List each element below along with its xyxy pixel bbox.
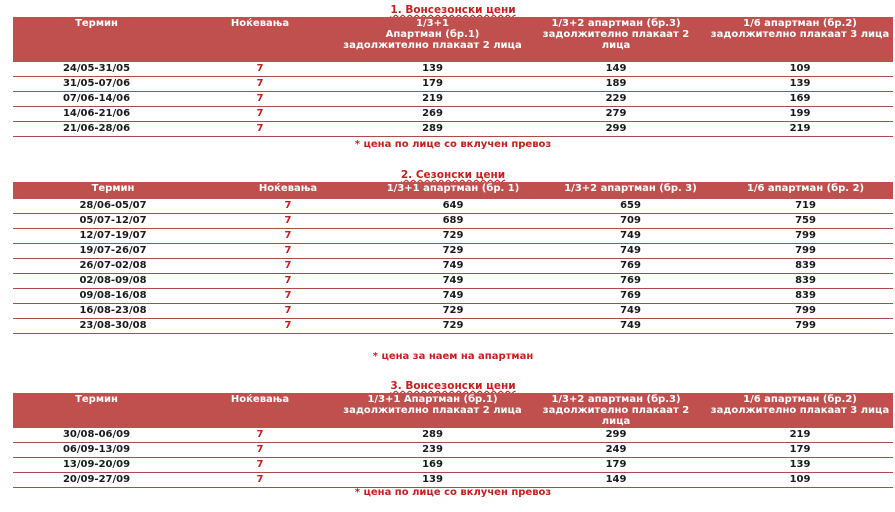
price-cell: 289: [340, 428, 525, 443]
price-cell: 749: [543, 229, 718, 244]
price-cell: 749: [543, 319, 718, 334]
price-cell: 179: [340, 77, 525, 92]
price-note: * цена по лице со вклучен превоз: [354, 139, 552, 150]
price-cell: 749: [363, 259, 543, 274]
price-note: * цена по лице со вклучен превоз: [354, 487, 552, 498]
table-row: [13, 319, 893, 334]
table-row: [13, 304, 893, 319]
term-cell: 26/07-02/08: [13, 259, 213, 274]
price-cell: 249: [525, 443, 707, 458]
nights-cell: 7: [213, 214, 363, 229]
price-cell: 219: [340, 92, 525, 107]
price-cell: 769: [543, 259, 718, 274]
nights-cell: 7: [180, 77, 340, 92]
price-cell: 729: [363, 319, 543, 334]
table-row: [13, 199, 893, 214]
price-cell: 139: [707, 77, 893, 92]
price-cell: 799: [718, 319, 893, 334]
price-cell: 279: [525, 107, 707, 122]
table-row: [13, 289, 893, 304]
nights-cell: 7: [213, 289, 363, 304]
price-cell: 109: [707, 473, 893, 488]
price-cell: 139: [340, 62, 525, 77]
price-cell: 179: [525, 458, 707, 473]
price-cell: 299: [525, 428, 707, 443]
column-header: 1/3+1 Апартман (бр.1) задолжително плакаат 2 лица: [340, 17, 525, 62]
term-cell: 07/06-14/06: [13, 92, 180, 107]
price-note: * цена за наем на апартман: [372, 351, 534, 362]
price-cell: 219: [707, 122, 893, 137]
column-header: 1/3+2 апартман (бр. 3): [543, 182, 718, 199]
column-header: 1/6 апартман (бр.2) задолжително плакаат 3 лица: [707, 393, 893, 428]
nights-cell: 7: [213, 259, 363, 274]
section-title: 3. Вонсезонски цени: [390, 380, 516, 392]
price-cell: 719: [718, 199, 893, 214]
column-header: 1/3+1 Апартман (бр.1) задолжително плакаат 2 лица: [340, 393, 525, 428]
price-cell: 729: [363, 244, 543, 259]
column-header: 1/6 апартман (бр. 2): [718, 182, 893, 199]
term-cell: 24/05-31/05: [13, 62, 180, 77]
nights-cell: 7: [180, 62, 340, 77]
price-cell: 689: [363, 214, 543, 229]
price-cell: 649: [363, 199, 543, 214]
price-cell: 769: [543, 274, 718, 289]
price-cell: 839: [718, 274, 893, 289]
term-cell: 31/05-07/06: [13, 77, 180, 92]
price-cell: 709: [543, 214, 718, 229]
price-table: [13, 17, 893, 137]
column-header: 1/3+2 апартман (бр.3) задолжително плакаат 2 лица: [525, 17, 707, 62]
nights-cell: 7: [180, 428, 340, 443]
column-header: Термин: [13, 182, 213, 199]
table-row: [13, 214, 893, 229]
table-row: [13, 92, 893, 107]
table-row: [13, 62, 893, 77]
term-cell: 05/07-12/07: [13, 214, 213, 229]
price-cell: 239: [340, 443, 525, 458]
price-cell: 179: [707, 443, 893, 458]
price-cell: 299: [525, 122, 707, 137]
price-table: [13, 182, 893, 334]
term-cell: 23/08-30/08: [13, 319, 213, 334]
price-cell: 109: [707, 62, 893, 77]
nights-cell: 7: [213, 304, 363, 319]
price-cell: 729: [363, 229, 543, 244]
price-cell: 189: [525, 77, 707, 92]
table-row: [13, 244, 893, 259]
nights-cell: 7: [213, 274, 363, 289]
column-header: 1/3+2 апартман (бр.3) задолжително плакаат 2 лица: [525, 393, 707, 428]
price-cell: 139: [707, 458, 893, 473]
nights-cell: 7: [180, 122, 340, 137]
term-cell: 02/08-09/08: [13, 274, 213, 289]
price-cell: 759: [718, 214, 893, 229]
price-cell: 799: [718, 244, 893, 259]
column-header: Термин: [13, 17, 180, 62]
table-row: [13, 229, 893, 244]
nights-cell: 7: [213, 319, 363, 334]
term-cell: 21/06-28/06: [13, 122, 180, 137]
term-cell: 12/07-19/07: [13, 229, 213, 244]
term-cell: 19/07-26/07: [13, 244, 213, 259]
column-header: Ноќевања: [180, 393, 340, 428]
term-cell: 06/09-13/09: [13, 443, 180, 458]
table-row: [13, 274, 893, 289]
column-header: Термин: [13, 393, 180, 428]
table-row: [13, 259, 893, 274]
price-cell: 169: [340, 458, 525, 473]
nights-cell: 7: [180, 458, 340, 473]
nights-cell: 7: [213, 229, 363, 244]
price-cell: 169: [707, 92, 893, 107]
term-cell: 16/08-23/08: [13, 304, 213, 319]
price-cell: 799: [718, 304, 893, 319]
price-cell: 269: [340, 107, 525, 122]
price-cell: 289: [340, 122, 525, 137]
column-header: 1/6 апартман (бр.2) задолжително плакаат 3 лица: [707, 17, 893, 62]
section-title: 1. Вонсезонски цени: [390, 4, 516, 16]
price-cell: 659: [543, 199, 718, 214]
nights-cell: 7: [180, 92, 340, 107]
column-header: 1/3+1 апартман (бр. 1): [363, 182, 543, 199]
price-cell: 729: [363, 304, 543, 319]
term-cell: 30/08-06/09: [13, 428, 180, 443]
nights-cell: 7: [180, 443, 340, 458]
price-cell: 749: [543, 304, 718, 319]
table-row: [13, 77, 893, 92]
nights-cell: 7: [213, 244, 363, 259]
price-cell: 799: [718, 229, 893, 244]
nights-cell: 7: [180, 473, 340, 488]
price-cell: 229: [525, 92, 707, 107]
table-row: [13, 458, 893, 473]
price-cell: 149: [525, 473, 707, 488]
table-row: [13, 428, 893, 443]
price-cell: 149: [525, 62, 707, 77]
term-cell: 20/09-27/09: [13, 473, 180, 488]
price-cell: 139: [340, 473, 525, 488]
nights-cell: 7: [213, 199, 363, 214]
nights-cell: 7: [180, 107, 340, 122]
price-cell: 839: [718, 289, 893, 304]
price-cell: 219: [707, 428, 893, 443]
column-header: Ноќевања: [180, 17, 340, 62]
table-row: [13, 107, 893, 122]
term-cell: 09/08-16/08: [13, 289, 213, 304]
column-header: Ноќевања: [213, 182, 363, 199]
term-cell: 13/09-20/09: [13, 458, 180, 473]
price-table: [13, 393, 893, 488]
term-cell: 14/06-21/06: [13, 107, 180, 122]
table-row: [13, 443, 893, 458]
price-cell: 749: [363, 289, 543, 304]
table-row: [13, 473, 893, 488]
term-cell: 28/06-05/07: [13, 199, 213, 214]
price-cell: 769: [543, 289, 718, 304]
price-cell: 749: [363, 274, 543, 289]
price-cell: 839: [718, 259, 893, 274]
price-cell: 749: [543, 244, 718, 259]
price-cell: 199: [707, 107, 893, 122]
section-title: 2. Сезонски цени: [400, 169, 506, 181]
table-row: [13, 122, 893, 137]
